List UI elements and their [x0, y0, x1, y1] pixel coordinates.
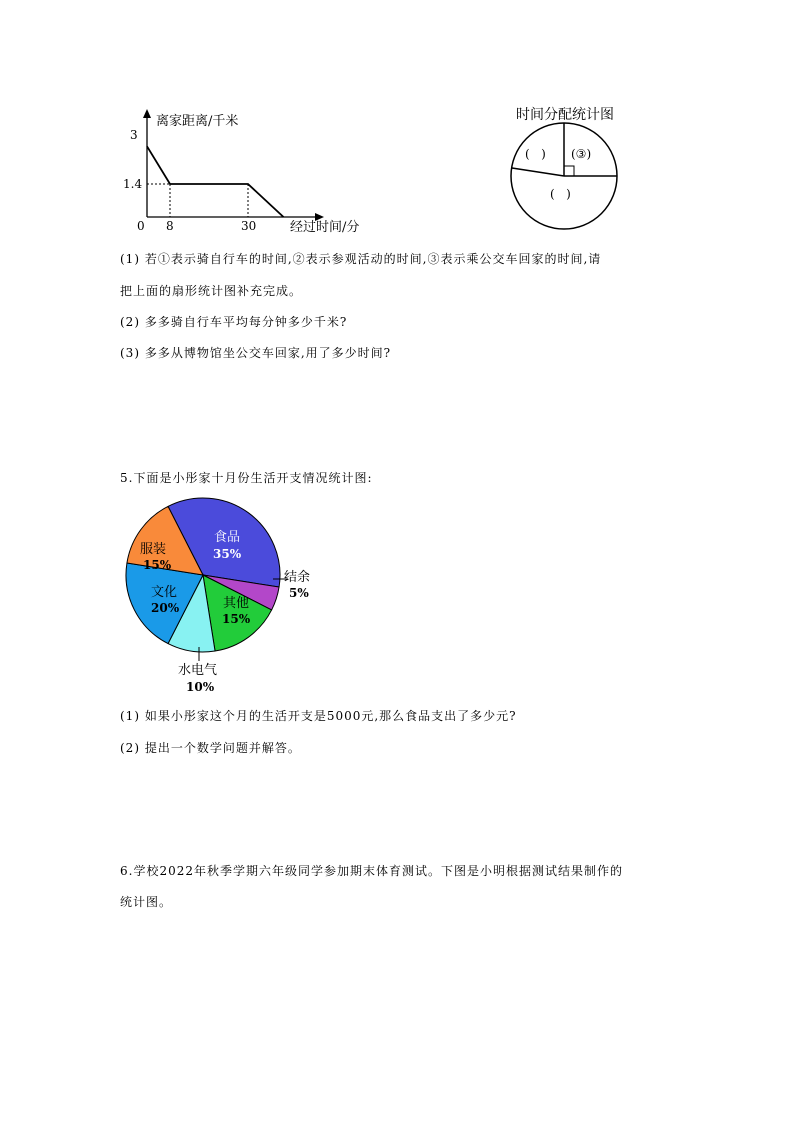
- slice-label-2: ( ): [550, 187, 571, 201]
- q4-part1-line1: (1) 若①表示骑自行车的时间,②表示参观活动的时间,③表示乘公交车回家的时间,请: [120, 252, 602, 266]
- label-qita: 其他: [223, 596, 250, 611]
- value-qita: 15%: [222, 612, 251, 626]
- q5-part2: (2) 提出一个数学问题并解答。: [120, 741, 301, 755]
- slice-label-1: ( ): [525, 147, 546, 161]
- q4-part3: (3) 多多从博物馆坐公交车回家,用了多少时间?: [120, 346, 392, 360]
- x-tick-0: 0: [137, 219, 145, 233]
- label-fuzhuang: 服装: [140, 542, 167, 557]
- q5-intro: 5.下面是小彤家十月份生活开支情况统计图:: [120, 471, 373, 485]
- value-jieyu: 5%: [289, 586, 309, 600]
- value-fuzhuang: 15%: [143, 558, 172, 572]
- time-pie-title: 时间分配统计图: [516, 107, 614, 123]
- time-allocation-pie: [508, 120, 622, 232]
- label-wenhua: 文化: [151, 585, 178, 600]
- q6-line2: 统计图。: [120, 895, 173, 909]
- distance-line: [147, 146, 284, 217]
- x-axis-label: 经过时间/分: [290, 220, 360, 235]
- y-tick-3: 3: [130, 128, 138, 142]
- value-shuidianqi: 10%: [186, 680, 215, 694]
- distance-time-line-chart: [120, 105, 380, 235]
- q5-part1: (1) 如果小彤家这个月的生活开支是5000元,那么食品支出了多少元?: [120, 709, 517, 723]
- expense-pie-chart: [110, 495, 340, 700]
- q4-part2: (2) 多多骑自行车平均每分钟多少千米?: [120, 315, 348, 329]
- x-tick-30: 30: [241, 219, 257, 233]
- slice-label-3: (③): [571, 147, 592, 161]
- label-shipin: 食品: [214, 530, 241, 545]
- q4-part1-line2: 把上面的扇形统计图补充完成。: [120, 284, 303, 298]
- label-jieyu: 结余: [284, 570, 311, 585]
- value-wenhua: 20%: [151, 601, 180, 615]
- q6-line1: 6.学校2022年秋季学期六年级同学参加期末体育测试。下图是小明根据测试结果制作的: [120, 864, 623, 878]
- y-axis-label: 离家距离/千米: [156, 114, 239, 129]
- value-shipin: 35%: [213, 547, 242, 561]
- y-axis-arrow: [143, 109, 151, 118]
- x-tick-8: 8: [166, 219, 174, 233]
- label-shuidianqi: 水电气: [178, 663, 218, 678]
- y-tick-1.4: 1.4: [123, 177, 143, 191]
